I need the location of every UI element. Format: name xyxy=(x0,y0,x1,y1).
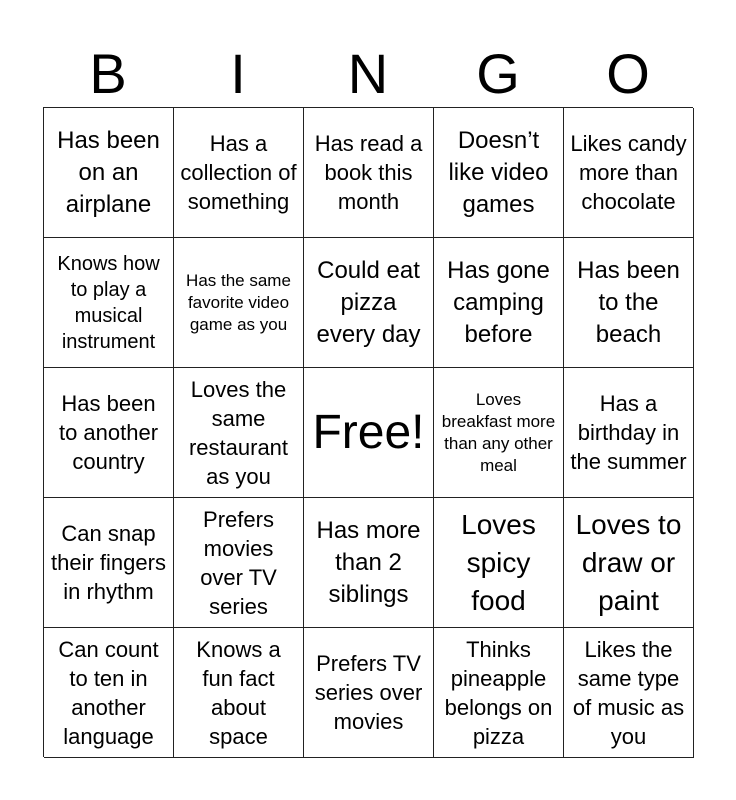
cell-text: Loves breakfast more than any other meal xyxy=(441,389,556,475)
cell-text: Has been to the beach xyxy=(577,256,680,348)
cell-text: Likes candy more than chocolate xyxy=(570,131,687,214)
cell-text: Knows a fun fact about space xyxy=(196,636,281,749)
cell-text: Prefers movies over TV series xyxy=(200,506,277,619)
bingo-cell[interactable] xyxy=(434,238,564,368)
bingo-cell[interactable] xyxy=(44,498,174,628)
bingo-cell[interactable] xyxy=(44,238,174,368)
cell-text: Has a birthday in the summer xyxy=(570,391,687,474)
bingo-cell[interactable] xyxy=(564,108,694,238)
cell-text: Has more than 2 siblings xyxy=(316,516,421,608)
bingo-cell[interactable] xyxy=(304,238,434,368)
cell-text: Has the same favorite video game as you xyxy=(186,270,291,334)
cell-text: Doesn’t like video games xyxy=(448,126,549,218)
cell-text: Has been to another country xyxy=(58,391,159,474)
bingo-cell[interactable] xyxy=(564,628,694,758)
cell-text: Can snap their fingers in rhythm xyxy=(51,521,166,604)
bingo-cell[interactable] xyxy=(564,498,694,628)
header-letter-n: N xyxy=(347,42,389,105)
cell-text: Has gone camping before xyxy=(447,256,550,348)
bingo-cell[interactable] xyxy=(174,368,304,498)
cell-text: Has been on an airplane xyxy=(57,126,160,218)
bingo-cell[interactable] xyxy=(174,238,304,368)
cell-text: Loves the same restaurant as you xyxy=(188,376,289,489)
cell-text: Can count to ten in another language xyxy=(58,636,159,749)
bingo-cell[interactable] xyxy=(174,108,304,238)
cell-text: Could eat pizza every day xyxy=(316,256,421,348)
cell-text: Likes the same type of music as you xyxy=(572,636,685,749)
bingo-free-cell[interactable] xyxy=(304,368,434,498)
bingo-cell[interactable] xyxy=(44,628,174,758)
header-letter-g: G xyxy=(476,42,520,105)
bingo-cell[interactable] xyxy=(564,238,694,368)
header-letter-o: O xyxy=(606,42,650,105)
cell-text: Has a collection of something xyxy=(180,131,297,214)
bingo-cell[interactable] xyxy=(304,498,434,628)
free-space-text: Free! xyxy=(312,405,425,459)
bingo-grid xyxy=(43,107,693,757)
bingo-cell[interactable] xyxy=(434,628,564,758)
bingo-cell[interactable] xyxy=(434,368,564,498)
header-letter-b: B xyxy=(89,42,127,105)
bingo-cell[interactable] xyxy=(174,498,304,628)
bingo-cell[interactable] xyxy=(564,368,694,498)
bingo-cell[interactable] xyxy=(434,108,564,238)
bingo-cell[interactable] xyxy=(44,108,174,238)
bingo-cell[interactable] xyxy=(434,498,564,628)
cell-text: Has read a book this month xyxy=(314,131,423,214)
bingo-cell[interactable] xyxy=(304,628,434,758)
header-letter-i: I xyxy=(230,42,246,105)
cell-text: Loves to draw or paint xyxy=(575,508,682,616)
cell-text: Thinks pineapple belongs on pizza xyxy=(444,636,553,749)
bingo-cell[interactable] xyxy=(174,628,304,758)
cell-text: Loves spicy food xyxy=(461,508,536,616)
cell-text: Prefers TV series over movies xyxy=(314,651,423,734)
bingo-header xyxy=(43,40,693,108)
cell-text: Knows how to play a musical instrument xyxy=(57,252,160,353)
bingo-cell[interactable] xyxy=(304,108,434,238)
bingo-cell[interactable] xyxy=(44,368,174,498)
